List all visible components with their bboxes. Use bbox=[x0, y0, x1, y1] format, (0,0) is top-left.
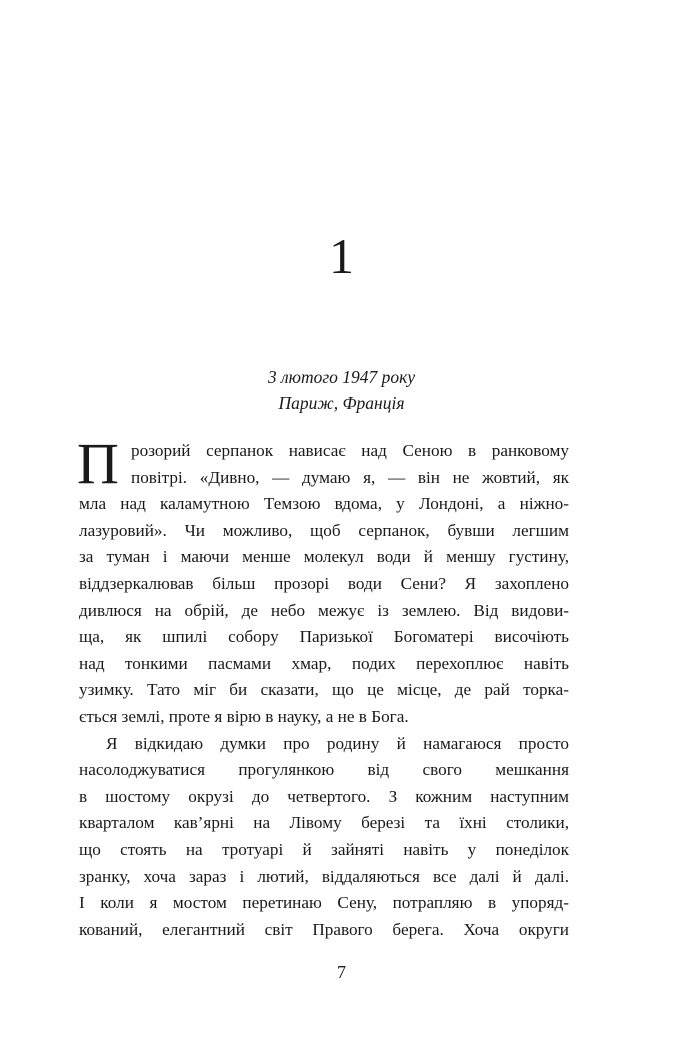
text-line: зранку, хоча зараз і лютий, віддаляються все далі й далі. bbox=[79, 866, 569, 886]
text-line: в шостому окрузі до четвертого. З кожним наступним bbox=[79, 786, 569, 806]
dateline-place: Париж, Франція bbox=[278, 393, 405, 413]
text-line: узимку. Тато міг би сказати, що це місце, де рай торка- bbox=[79, 680, 569, 700]
paragraph-1 bbox=[77, 431, 569, 731]
text-line: за туман і маючи менше молекул води й меншу густину, bbox=[79, 547, 569, 567]
text-line: повітрі. «Дивно, — думаю я, — він не жовтий, як bbox=[131, 467, 569, 487]
text-line: мла над каламутною Темзою вдома, у Лондоні, а ніжно- bbox=[79, 494, 569, 514]
text-line: ється землі, проте я вірю в науку, а не в Бога. bbox=[79, 706, 409, 726]
dropcap: П bbox=[77, 431, 119, 496]
text-line: розорий серпанок нависає над Сеною в ранковому bbox=[131, 441, 569, 460]
text-line: що стоять на тротуарі й зайняті навіть у понеділок bbox=[79, 839, 569, 859]
text-line: над тонкими пасмами хмар, подих перехоплює навіть bbox=[79, 653, 569, 673]
dateline bbox=[0, 364, 683, 416]
paragraph-2 bbox=[79, 731, 569, 944]
text-line: кований, елегантний світ Правого берега. Хоча округи bbox=[79, 919, 569, 939]
text-line: кварталом кав’ярні на Лівому березі та їхні столики, bbox=[79, 813, 569, 833]
text-line: ща, як шпилі собору Паризької Богоматері височіють bbox=[79, 627, 569, 647]
text-line: віддзеркалював більш прозорі води Сени? Я захоплено bbox=[79, 573, 569, 593]
dateline-date: 3 лютого 1947 року bbox=[267, 367, 416, 387]
text-line: насолоджуватися прогулянкою від свого мешкання bbox=[79, 760, 569, 780]
text-line: лазуровий». Чи можливо, щоб серпанок, бувши легшим bbox=[79, 520, 569, 540]
text-line: Я відкидаю думки про родину й намагаюся просто bbox=[106, 733, 569, 753]
text-line: І коли я мостом перетинаю Сену, потрапляю в упоряд- bbox=[79, 893, 569, 913]
body-text bbox=[77, 431, 569, 943]
chapter-number: 1 bbox=[329, 228, 354, 284]
text-line: дивлюся на обрій, де небо межує із землею. Від видови- bbox=[79, 600, 569, 620]
page-number: 7 bbox=[337, 962, 346, 982]
